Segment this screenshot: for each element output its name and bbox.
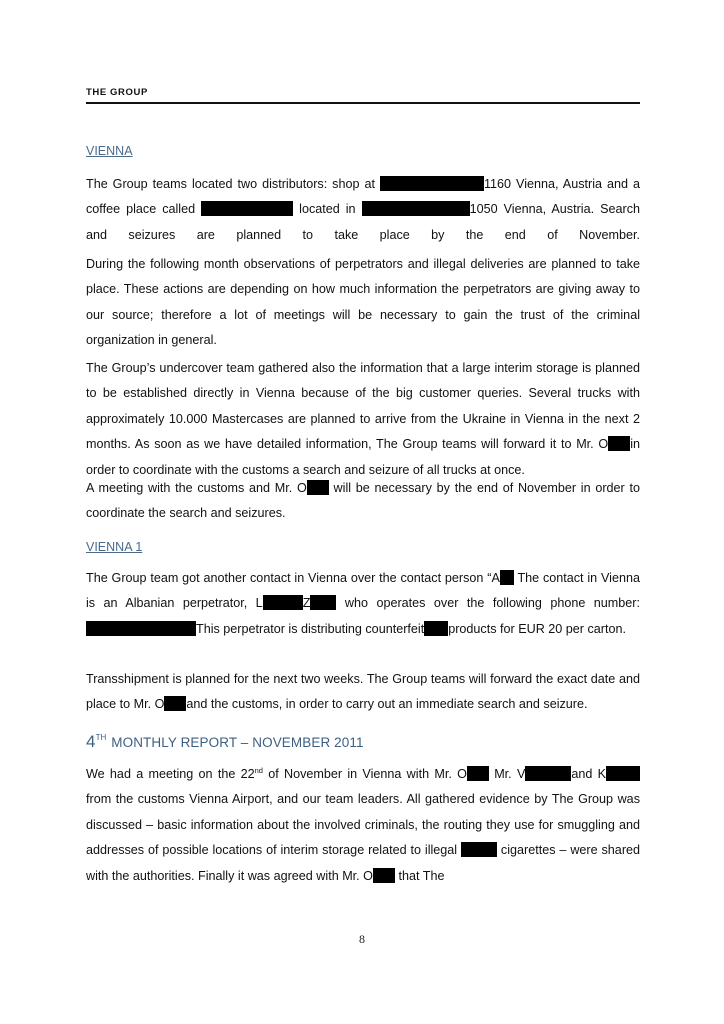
redaction-block	[373, 868, 395, 883]
redaction-block	[310, 595, 336, 610]
redaction-block	[362, 201, 470, 216]
redaction-block	[86, 621, 196, 636]
redaction-block	[467, 766, 489, 781]
redaction-block	[461, 842, 497, 857]
paragraph-november-meeting: We had a meeting on the 22nd of November in Vienna with Mr. O Mr. V and K from the customs Vienna Airport, and our team leaders. All gathered evidence by The Group was discussed – basic information about the involved criminals, the routing they use for smuggling and addresses of possible locations of interim storage related to illegal cigarettes – were shared with the authorities. Finally it was agreed with Mr. O that The	[86, 766, 641, 883]
redaction-block	[307, 480, 329, 495]
page-number: 8	[359, 932, 365, 946]
paragraph-interim-storage: The Group’s undercover team gathered also the information that a large interim storage is planned to be established directly in Vienna because of the big customer queries. Several trucks with approximately 10.000 Mastercases are planned to arrive from the Ukraine in Vienna in the next 2 months. As soon as we have detailed information, The Group teams will forward it to Mr. O in order to coordinate with the customs a search and seizure of all trucks at once.	[86, 361, 640, 477]
redaction-block	[164, 696, 186, 711]
redaction-block	[380, 176, 484, 191]
running-header: THE GROUP	[86, 87, 640, 104]
redaction-block	[201, 201, 293, 216]
redaction-block	[263, 595, 303, 610]
section-heading-vienna: VIENNA	[86, 144, 133, 158]
paragraph-customs-meeting: A meeting with the customs and Mr. O will be necessary by the end of November in order to coordinate the search and seizures.	[86, 481, 640, 521]
redaction-block	[500, 570, 514, 585]
redaction-block	[606, 766, 640, 781]
redaction-block	[525, 766, 571, 781]
redaction-block	[424, 621, 448, 636]
paragraph-distributors: The Group teams located two distributors: shop at 1160 Vienna, Austria and a coffee place called located in 1050 Vienna, Austria. Search and seizures are planned to take place by the end of November.	[86, 177, 641, 242]
monthly-report-heading: 4TH MONTHLY REPORT – NOVEMBER 2011	[86, 732, 364, 751]
section-heading-vienna-1: VIENNA 1	[86, 540, 143, 554]
paragraph-observations: During the following month observations of perpetrators and illegal deliveries are planned to take place. These actions are depending on how much information the perpetrators are giving away to our source; therefore a lot of meetings will be necessary to gain the trust of the criminal organization in general.	[86, 257, 640, 348]
paragraph-transshipment: Transshipment is planned for the next two weeks. The Group teams will forward the exact date and place to Mr. O and the customs, in order to carry out an immediate search and seizure.	[86, 672, 640, 712]
redaction-block	[608, 436, 630, 451]
paragraph-albanian-contact: The Group team got another contact in Vienna over the contact person “A The contact in Vienna is an Albanian perpetrator, L Z who operates over the following phone number: This perpetrator is distributing counterfeit products for EUR 20 per carton.	[86, 571, 640, 636]
